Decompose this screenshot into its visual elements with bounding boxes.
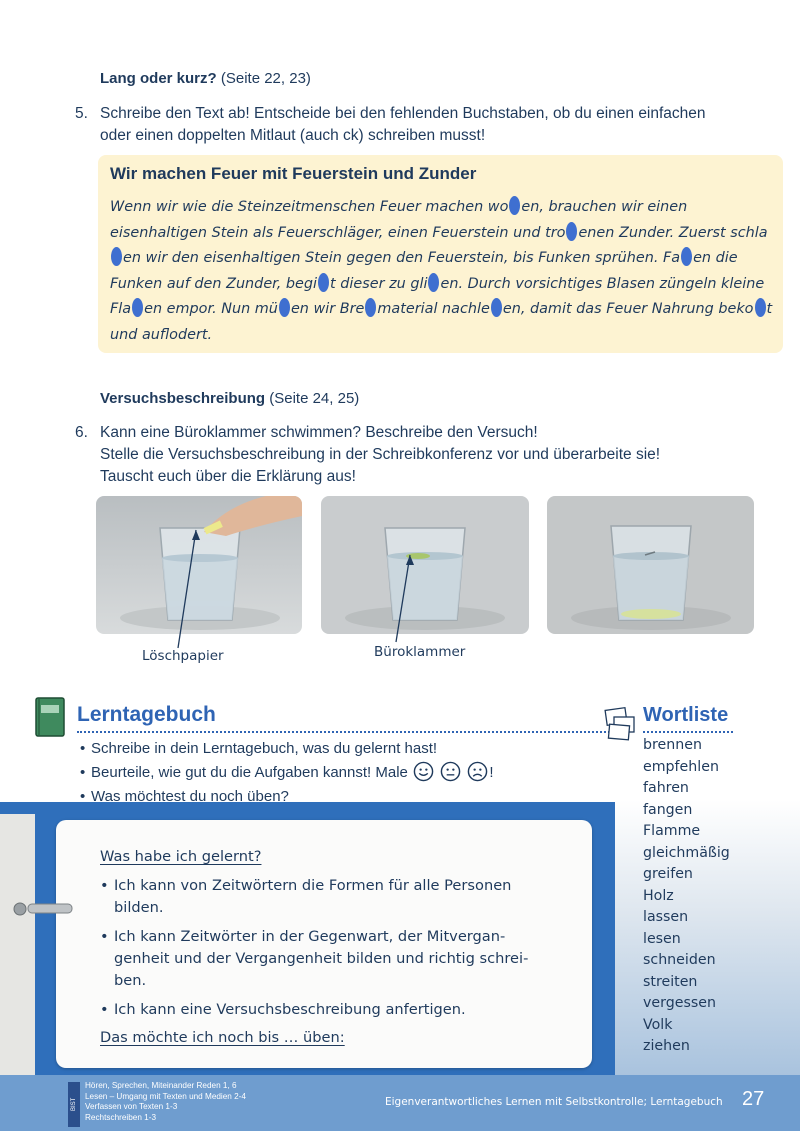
divider <box>77 731 617 733</box>
lerntagebuch-title: Lerntagebuch <box>77 703 216 726</box>
happy-face-icon <box>413 761 434 782</box>
list-item: • Schreibe in dein Lerntagebuch, was du gelernt hast! <box>80 737 494 761</box>
task-line: Kann eine Büroklammer schwimmen? Beschreibe den Versuch! <box>100 424 538 441</box>
word-item: brennen <box>643 737 702 753</box>
word-item: lesen <box>643 930 681 947</box>
caption-loeschpapier: Löschpapier <box>142 648 224 664</box>
task-line: Stelle die Versuchsbeschreibung in der Schreibkonferenz vor und überarbeite sie! <box>100 446 661 463</box>
binder-ring-icon <box>10 898 80 920</box>
section-pages: (Seite 22, 23) <box>220 70 311 87</box>
word-list <box>643 735 730 1058</box>
word-item: fahren <box>643 780 689 796</box>
notebook-list <box>100 875 540 1028</box>
word-cards-icon <box>603 705 637 741</box>
wortliste-title: Wortliste <box>643 704 729 726</box>
word-item: streiten <box>643 973 698 990</box>
task-text: Schreibe den Text ab! Entscheide bei den fehlenden Buchstaben, ob du einen einfachen oder einen doppelten Mitlaut (auch ck) schreiben musst! <box>100 105 706 144</box>
word-item: empfehlen <box>643 758 719 775</box>
list-item: • Beurteile, wie gut du die Aufgaben kannst! Male ! <box>80 761 494 785</box>
lerntagebuch-list <box>80 737 494 809</box>
word-item: lassen <box>643 909 689 925</box>
word-item: Flamme <box>643 823 701 839</box>
divider <box>643 731 733 733</box>
notebook-heading: Was habe ich gelernt? <box>100 848 262 865</box>
notebook-prompt: Das möchte ich noch bis … üben: <box>100 1029 345 1046</box>
page-number: 27 <box>742 1088 765 1110</box>
word-item: Volk <box>643 1016 673 1033</box>
neutral-face-icon <box>440 761 461 782</box>
gap-text: Wenn wir wie die Steinzeitmenschen Feuer machen wo en, brauchen wir einen eisenhaltigen Stein als Feuerschläger, einen Feuerstein und tro enen Zunder. Zuerst schlaen wir den eisenhaltigen Stein gegen den Feuerstein, bis Funken sprühen. Fa en die Funken auf den Zunder, begi t dieser zu gli en. Durch vorsichtiges Blasen züngeln kleine Fla en empor. Nun mü en wir Bre material nachle en, damit das Feuer Nahrung beko t und auflodert. <box>110 195 775 348</box>
section-title: Versuchsbeschreibung <box>100 390 266 407</box>
word-item: greifen <box>643 866 693 882</box>
word-item: ziehen <box>643 1038 690 1054</box>
section-title: Lang oder kurz? <box>100 70 217 87</box>
task-line: Tauscht euch über die Erklärung aus! <box>100 468 356 485</box>
list-item: • Ich kann von Zeitwörtern die Formen für alle Personen bilden. <box>100 875 540 919</box>
word-item: gleichmäßig <box>643 844 730 861</box>
task-number: 5. <box>75 105 88 122</box>
bist-badge: BIST <box>68 1082 80 1127</box>
fire-box-title: Wir machen Feuer mit Feuerstein und Zunder <box>110 164 477 183</box>
sad-face-icon <box>467 761 488 782</box>
list-item: • Ich kann eine Versuchsbeschreibung anfertigen. <box>100 999 540 1021</box>
word-item: Holz <box>643 887 674 904</box>
list-item: • Ich kann Zeitwörter in der Gegenwart, der Mitvergangenheit und der Vergangenheit bilden und richtig schreiben. <box>100 926 540 992</box>
caption-bueroklammer: Büroklammer <box>374 644 466 660</box>
footer-standards: Hören, Sprechen, Miteinander Reden 1, 6 Lesen – Umgang mit Texten und Medien 2-4 Verfassen von Texten 1-3 Rechtschreiben 1-3 <box>85 1081 246 1122</box>
list-item: • Was möchtest du noch üben? <box>80 785 494 809</box>
task-number: 6. <box>75 424 88 441</box>
word-item: vergessen <box>643 995 716 1011</box>
section-pages: (Seite 24, 25) <box>269 390 360 407</box>
word-item: schneiden <box>643 952 716 968</box>
word-item: fangen <box>643 801 693 818</box>
footer-topic: Eigenverantwortliches Lernen mit Selbstkontrolle; Lerntagebuch <box>385 1096 723 1108</box>
notebook-icon <box>35 697 65 737</box>
